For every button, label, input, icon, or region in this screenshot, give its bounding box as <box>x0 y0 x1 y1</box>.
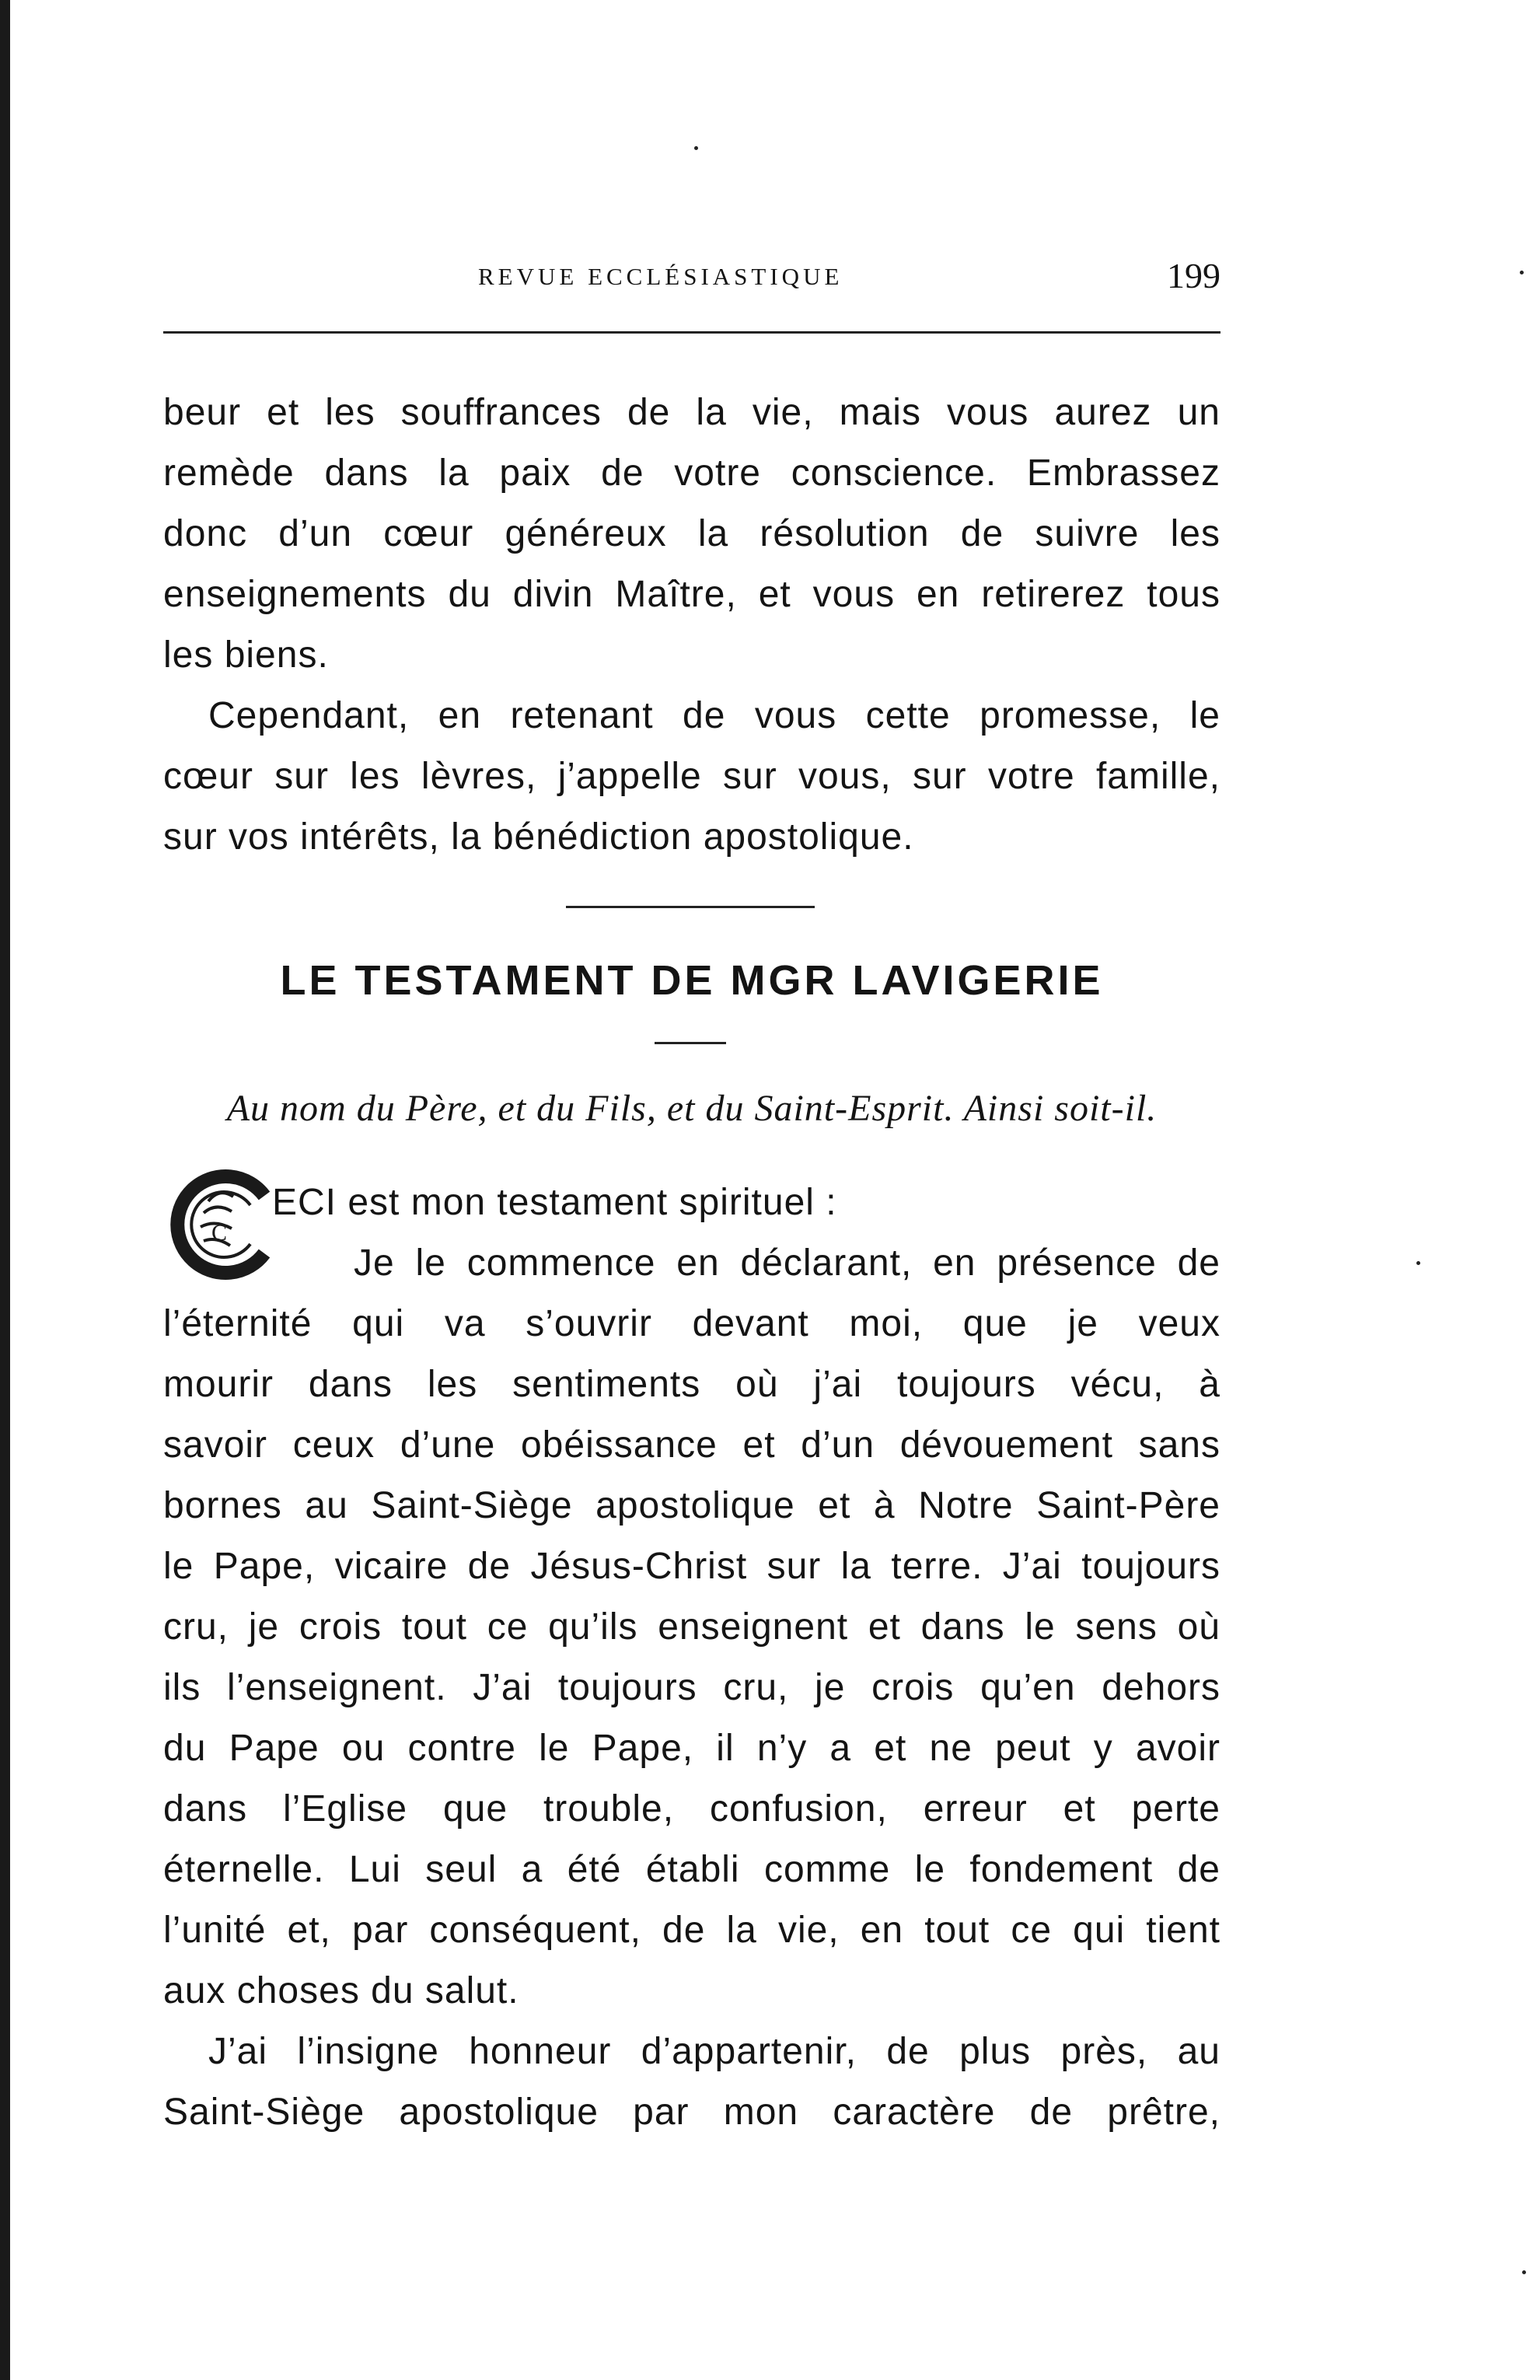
text-line: Je le commence en déclarant, en présence de <box>354 1242 1220 1284</box>
header-rule <box>163 331 1220 334</box>
text-line: du Pape ou contre le Pape, il n’y a et ne peut y avoir <box>163 1728 1220 1769</box>
scan-speck <box>1522 2270 1526 2274</box>
text-line: J’ai l’insigne honneur d’appartenir, de plus près, au <box>208 2031 1220 2072</box>
text-line: mourir dans les sentiments où j’ai toujours vécu, à <box>163 1364 1220 1405</box>
text-line: éternelle. Lui seul a été établi comme le fondement de <box>163 1849 1220 1890</box>
testament-paragraph <box>163 1173 1220 2022</box>
final-paragraph <box>163 2022 1220 2143</box>
invocation: Au nom du Père, et du Fils, et du Saint-Esprit. Ainsi soit-il. <box>226 1088 1158 1129</box>
text-line: Cependant, en retenant de vous cette promesse, le <box>208 695 1220 736</box>
title-divider <box>655 1042 726 1044</box>
scan-speck <box>1416 1261 1420 1265</box>
text-line: remède dans la paix de votre conscience. Embrassez <box>163 453 1220 494</box>
text-line: aux choses du salut. <box>163 1970 519 2011</box>
text-line: donc d’un cœur généreux la résolution de suivre les <box>163 513 1220 554</box>
text-line: enseignements du divin Maître, et vous en retirerez tous <box>163 574 1220 615</box>
text-line: cœur sur les lèvres, j’appelle sur vous, sur votre famille, <box>163 756 1220 797</box>
closing-paragraph <box>163 686 1220 868</box>
text-line: les biens. <box>163 634 329 676</box>
running-header <box>163 255 1220 302</box>
running-title: REVUE ECCLÉSIASTIQUE <box>478 263 843 290</box>
text-line: le Pape, vicaire de Jésus-Christ sur la terre. J’ai toujours <box>163 1546 1220 1587</box>
dropcap-letter: C <box>211 1220 228 1246</box>
text-line: ECI est mon testament spirituel : <box>272 1182 837 1223</box>
text-line: sur vos intérêts, la bénédiction apostolique. <box>163 816 914 858</box>
section-title: LE TESTAMENT DE MGR LAVIGERIE <box>280 957 1104 1004</box>
scan-binding-edge <box>0 0 10 2380</box>
text-line: cru, je crois tout ce qu’ils enseignent et dans le sens où <box>163 1606 1220 1648</box>
scan-speck <box>1520 271 1524 274</box>
section-divider <box>566 906 815 908</box>
text-line: Saint-Siège apostolique par mon caractère de prêtre, <box>163 2092 1220 2133</box>
scan-speck <box>694 146 698 150</box>
page-number: 199 <box>1167 256 1220 295</box>
text-line: savoir ceux d’une obéissance et d’un dévouement sans <box>163 1424 1220 1466</box>
continuation-paragraph <box>163 383 1220 686</box>
text-line: dans l’Eglise que trouble, confusion, erreur et perte <box>163 1788 1220 1830</box>
text-line: beur et les souffrances de la vie, mais vous aurez un <box>163 392 1220 433</box>
text-line: ils l’enseignent. J’ai toujours cru, je crois qu’en dehors <box>163 1667 1220 1708</box>
text-line: l’éternité qui va s’ouvrir devant moi, que je veux <box>163 1303 1220 1344</box>
text-line: l’unité et, par conséquent, de la vie, en tout ce qui tient <box>163 1910 1220 1951</box>
text-line: bornes au Saint-Siège apostolique et à Notre Saint-Père <box>163 1485 1220 1526</box>
